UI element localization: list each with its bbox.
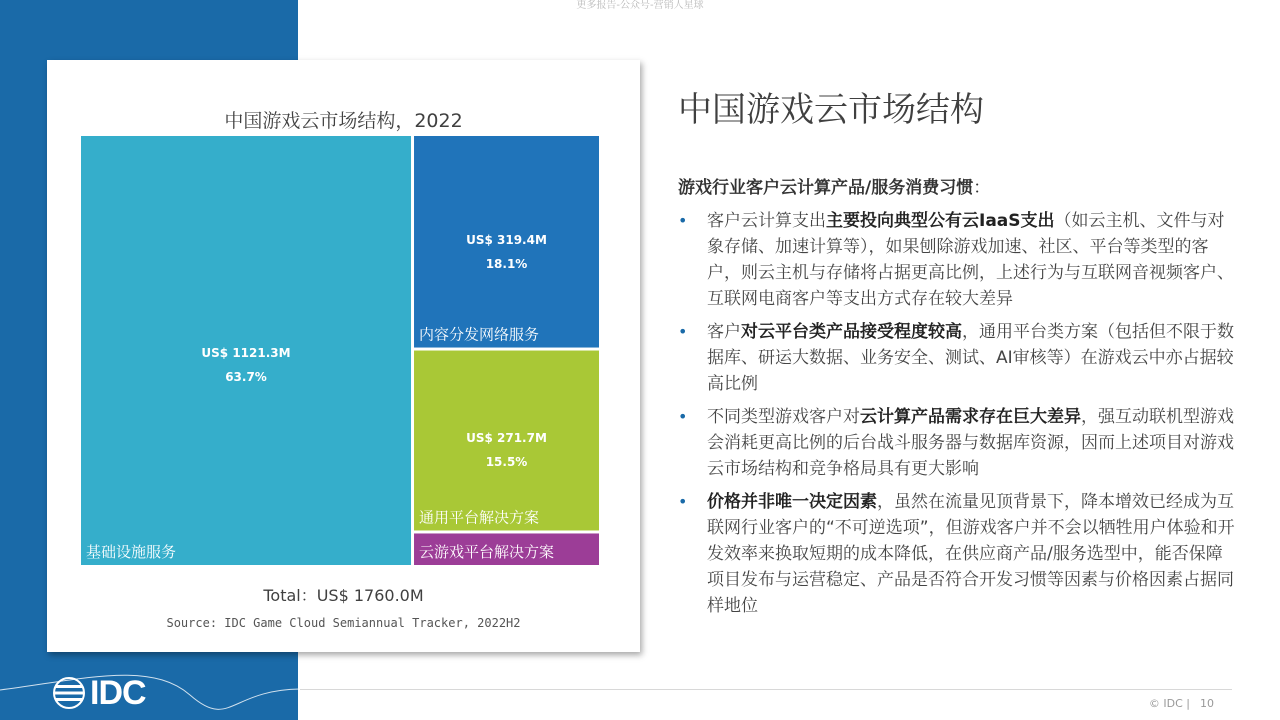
globe-icon — [52, 676, 86, 710]
logo-text: IDC — [90, 673, 146, 712]
bullet-text: （如云主机、文件与对象存储、加速计算等），如果刨除游戏加速、社区、平台等类型的客户，则云主机与存储将占据更高比例，上述行为与互联网音视频客户、互联网电商客户等支出方式存在较大差异 — [707, 211, 1234, 309]
tile-share-label: 18.1% — [485, 256, 528, 271]
bullet-list — [678, 208, 1238, 626]
bullet-text: 客户 — [707, 322, 741, 342]
bullet-marker: • — [678, 211, 688, 230]
bullet-marker: • — [678, 322, 688, 341]
footer-swoosh — [0, 640, 1280, 720]
footer-divider — [300, 689, 1232, 690]
bullet-item — [678, 208, 1238, 312]
copyright-text: © IDC | — [1148, 697, 1190, 710]
tile-category-label: 通用平台解决方案 — [419, 508, 540, 527]
bullet-text: 客户云计算支出 — [707, 211, 826, 231]
tile-share-label: 63.7% — [225, 370, 267, 385]
chart-card — [47, 60, 640, 652]
chart-source: Source: IDC Game Cloud Semiannual Tracker, 2022H2 — [166, 616, 521, 630]
bullet-text: 不同类型游戏客户对 — [707, 407, 860, 427]
bullet-marker: • — [678, 492, 688, 511]
chart-total: Total：US$ 1760.0M — [263, 586, 424, 605]
bullet-emphasis: 云计算产品需求存在巨大差异 — [860, 407, 1081, 427]
bullet-text: ，强互动联机型游戏会消耗更高比例的后台战斗服务器与数据库资源，因而上述项目对游戏云市场结构和竞争格局具有更大影响 — [707, 407, 1234, 479]
tile-value-label: US$ 1121.3M — [201, 346, 291, 361]
page-footer — [1139, 697, 1214, 710]
tile-category-label: 云游戏平台解决方案 — [419, 543, 555, 561]
bullet-emphasis: 主要投向典型公有云IaaS支出 — [826, 211, 1055, 231]
bullet-emphasis: 对云平台类产品接受程度较高 — [741, 322, 962, 342]
tile-category-label: 基础设施服务 — [86, 543, 177, 561]
bullet-item — [678, 489, 1238, 619]
bullet-text: ，通用平台类方案（包括但不限于数据库、研运大数据、业务安全、测试、AI审核等）在游戏云中亦占据较高比例 — [707, 322, 1234, 394]
bullet-text: ，虽然在流量见顶背景下，降本增效已经成为互联网行业客户的“不可逆选项”，但游戏客户并不会以牺牲用户体验和开发效率来换取短期的成本降低，在供应商产品/服务选型中，能否保障项目发布与运营稳定、产品是否符合开发习惯等因素与价格因素占据同样地位 — [707, 492, 1235, 616]
section-subhead — [678, 176, 990, 200]
subhead-tail: ： — [973, 178, 991, 198]
bullet-item — [678, 404, 1238, 482]
chart-title: 中国游戏云市场结构，2022 — [224, 110, 463, 132]
slide-title: 中国游戏云市场结构 — [678, 90, 984, 130]
bullet-emphasis: 价格并非唯一决定因素 — [707, 492, 877, 512]
watermark-text: 更多报告-公众号-营销人星球 — [576, 0, 704, 11]
idc-logo — [52, 673, 146, 712]
bullet-marker: • — [678, 407, 688, 426]
bullet-item — [678, 319, 1238, 397]
tile-value-label: US$ 271.7M — [466, 431, 547, 446]
tile-share-label: 15.5% — [485, 455, 528, 470]
tile-category-label: 内容分发网络服务 — [419, 325, 540, 344]
page-number: 10 — [1200, 697, 1214, 710]
treemap-chart — [47, 60, 640, 580]
subhead-bold: 游戏行业客户云计算产品/服务消费习惯 — [678, 178, 974, 198]
tile-value-label: US$ 319.4M — [466, 232, 547, 247]
